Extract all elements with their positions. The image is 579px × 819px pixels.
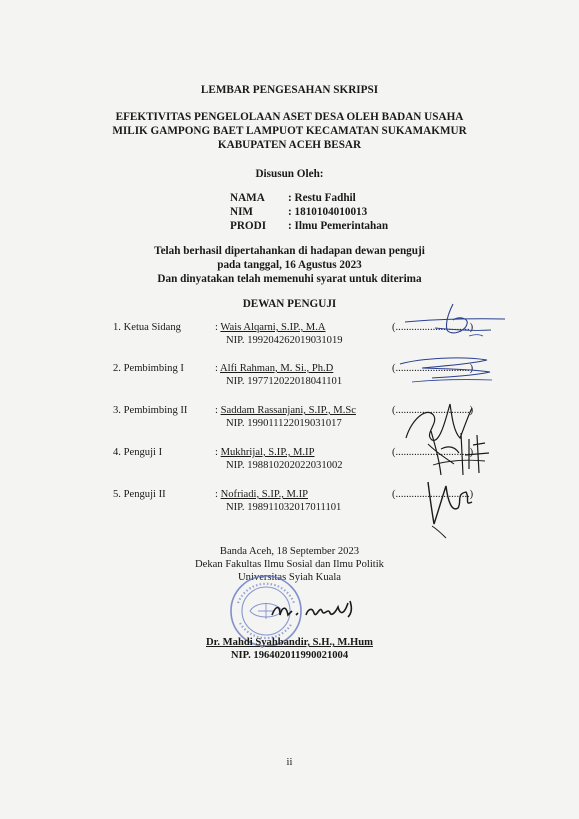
- identity-row-prodi: [230, 220, 388, 232]
- signature-placeholder: (............................): [392, 489, 474, 500]
- examiner-name-text: Nofriadi, S.IP., M.IP: [220, 489, 308, 500]
- examiner-nip: NIP. 199011122019031017: [226, 418, 342, 429]
- thesis-title-line-2: MILIK GAMPONG BAET LAMPUOT KECAMATAN SUKAMAKMUR: [112, 125, 467, 137]
- disusun-label: Disusun Oleh:: [255, 168, 324, 180]
- identity-row-nama: [230, 192, 356, 204]
- signature-mark-5: [420, 472, 480, 542]
- signature-placeholder: (............................): [392, 363, 474, 374]
- page-number: ii: [286, 757, 293, 768]
- examiner-name: : Mukhrijal, S.IP., M.IP: [215, 447, 315, 458]
- examiner-name-text: Mukhrijal, S.IP., M.IP: [220, 447, 315, 458]
- board-heading: DEWAN PENGUJI: [242, 298, 337, 310]
- examiner-name-text: Wais Alqarni, S.IP., M.A: [220, 322, 326, 333]
- identity-value: : Ilmu Pemerintahan: [288, 220, 389, 232]
- examiner-name: : Saddam Rassanjani, S.IP., M.Sc: [215, 405, 356, 416]
- identity-label: PRODI: [230, 220, 267, 232]
- identity-value: : 1810104010013: [288, 206, 368, 218]
- thesis-title-line-1: EFEKTIVITAS PENGELOLAAN ASET DESA OLEH BADAN USAHA: [115, 111, 464, 123]
- identity-row-nim: [230, 206, 367, 218]
- examiner-nip: NIP. 198810202022031002: [226, 460, 343, 471]
- dean-signature-mark: [268, 593, 358, 627]
- examiner-name-text: Alfi Rahman, M. Si., Ph.D: [220, 363, 334, 374]
- statement-line-3: Dan dinyatakan telah memenuhi syarat untuk diterima: [157, 273, 422, 285]
- statement-line-1: Telah berhasil dipertahankan di hadapan dewan penguji: [154, 245, 425, 257]
- examiner-role: 1. Ketua Sidang: [113, 322, 181, 333]
- examiner-name-text: Saddam Rassanjani, S.IP., M.Sc: [220, 405, 356, 416]
- examiner-role: 4. Penguji I: [113, 447, 163, 458]
- signoff-position: Dekan Fakultas Ilmu Sosial dan Ilmu Politik: [195, 559, 384, 570]
- signature-mark-2: [392, 352, 512, 388]
- examiner-role: 2. Pembimbing I: [113, 363, 184, 374]
- signature-mark-1: [395, 300, 515, 350]
- statement-line-2: pada tanggal, 16 Agustus 2023: [217, 259, 362, 271]
- examiner-row-5: [0, 489, 579, 517]
- dean-nip: NIP. 196402011990021004: [230, 650, 349, 661]
- examiner-name: : Nofriadi, S.IP., M.IP: [215, 489, 308, 500]
- identity-label: NAMA: [230, 192, 265, 204]
- examiner-name: : Wais Alqarni, S.IP., M.A: [215, 322, 326, 333]
- signature-placeholder: (............................): [392, 447, 474, 458]
- thesis-title-line-3: KABUPATEN ACEH BESAR: [217, 139, 362, 151]
- examiner-nip: NIP. 198911032017011101: [226, 502, 342, 513]
- signature-placeholder: (............................): [392, 405, 474, 416]
- signoff-university: Universitas Syiah Kuala: [238, 572, 341, 583]
- signoff-place-date: Banda Aceh, 18 September 2023: [219, 546, 360, 557]
- examiner-role: 5. Penguji II: [113, 489, 166, 500]
- identity-label: NIM: [230, 206, 253, 218]
- examiner-role: 3. Pembimbing II: [113, 405, 188, 416]
- document-heading: LEMBAR PENGESAHAN SKRIPSI: [200, 84, 379, 96]
- examiner-nip: NIP. 197712022018041101: [226, 376, 343, 387]
- signature-placeholder: (............................): [392, 322, 474, 333]
- dean-name: Dr. Mahdi Syahbandir, S.H., M.Hum: [206, 637, 373, 648]
- examiner-nip: NIP. 199204262019031019: [226, 335, 343, 346]
- identity-value: : Restu Fadhil: [288, 192, 356, 204]
- examiner-name: : Alfi Rahman, M. Si., Ph.D: [215, 363, 334, 374]
